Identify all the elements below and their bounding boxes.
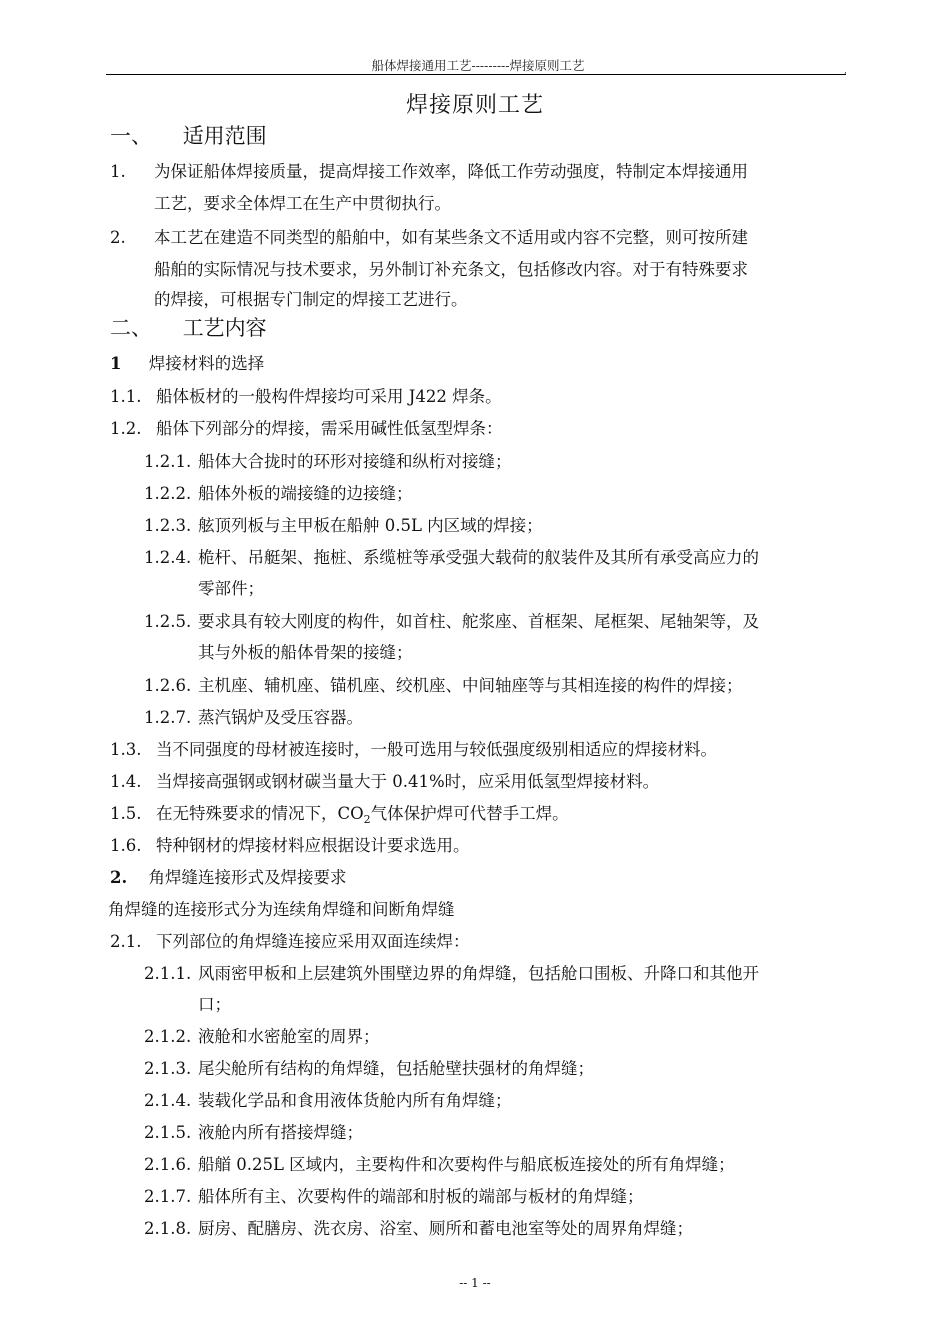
item-text-continued: 口； [198, 995, 231, 1014]
paragraph-line: 的焊接，可根据专门制定的焊接工艺进行。 [154, 290, 468, 309]
item-number: 2.1. [110, 932, 142, 951]
item-text: 特种钢材的焊接材料应根据设计要求选用。 [156, 836, 470, 855]
list-item-number: 2. [110, 228, 126, 247]
item-text-post: 气体保护焊可代替手工焊。 [370, 804, 569, 823]
item-text: 风雨密甲板和上层建筑外围壁边界的角焊缝，包括舱口围板、升降口和其他开 [198, 964, 759, 983]
item-number: 1.2.7. [144, 708, 192, 727]
paragraph-line: 角焊缝的连接形式分为连续角焊缝和间断角焊缝 [108, 900, 455, 919]
item-text: 船体所有主、次要构件的端部和肘板的端部与板材的角焊缝； [198, 1187, 644, 1206]
item-number: 2.1.2. [144, 1027, 192, 1046]
item-number: 1.4. [110, 772, 142, 791]
item-text-continued: 其与外板的船体骨架的接缝； [198, 643, 413, 662]
header-rule [106, 74, 846, 75]
item-text: 液舱内所有搭接焊缝； [198, 1123, 363, 1142]
item-number: 1.6. [110, 836, 142, 855]
list-item-number: 1. [110, 162, 126, 181]
section-heading-scope [110, 124, 267, 148]
item-text: 下列部位的角焊缝连接应采用双面连续焊： [156, 932, 470, 951]
item-number: 2.1.5. [144, 1123, 192, 1142]
paragraph-line: 工艺，要求全体焊工在生产中贯彻执行。 [154, 194, 451, 213]
item-number: 1.1. [110, 387, 142, 406]
item-number: 1.2.2. [144, 484, 192, 503]
item-text: 船艏 0.25L 区域内，主要构件和次要构件与船底板连接处的所有角焊缝； [198, 1155, 735, 1174]
section-number: 一、 [110, 124, 152, 148]
item-text: 船体外板的端接缝的边接缝； [198, 484, 413, 503]
item-text: 当焊接高强钢或钢材碳当量大于 0.41%时，应采用低氢型焊接材料。 [156, 772, 660, 791]
section-number: 二、 [110, 316, 152, 340]
item-number: 2.1.4. [144, 1091, 192, 1110]
subsection-heading [110, 866, 346, 890]
subscript: 2 [363, 813, 371, 826]
item-text [156, 802, 569, 832]
paragraph-line: 本工艺在建造不同类型的船舶中，如有某些条文不适用或内容不完整，则可按所建 [154, 228, 748, 247]
subsection-heading [110, 352, 264, 376]
item-text: 船体板材的一般构件焊接均可采用 J422 焊条。 [156, 387, 502, 406]
item-text-continued: 零部件； [198, 579, 264, 598]
item-text: 要求具有较大刚度的构件，如首柱、舵浆座、首框架、尾框架、尾轴架等，及 [198, 612, 759, 631]
item-number: 1.2.6. [144, 676, 192, 695]
subsection-title: 角焊缝连接形式及焊接要求 [148, 868, 347, 887]
item-number: 1.2.3. [144, 516, 192, 535]
item-text: 液舱和水密舱室的周界； [198, 1027, 380, 1046]
header-mark: , [844, 66, 847, 76]
paragraph-line: 船舶的实际情况与技术要求，另外制订补充条文，包括修改内容。对于有特殊要求 [154, 260, 748, 279]
item-number: 1.3. [110, 740, 142, 759]
subsection-number: 2. [110, 868, 128, 887]
section-heading-content [110, 316, 267, 340]
item-text: 装载化学品和食用液体货舱内所有角焊缝； [198, 1091, 512, 1110]
item-number: 1.5. [110, 804, 142, 823]
section-title: 适用范围 [182, 124, 267, 148]
item-text: 厨房、配膳房、洗衣房、浴室、厕所和蓄电池室等处的周界角焊缝； [198, 1219, 693, 1238]
item-number: 2.1.3. [144, 1059, 192, 1078]
item-number: 2.1.6. [144, 1155, 192, 1174]
item-number: 1.2.4. [144, 548, 192, 567]
item-number: 1.2. [110, 419, 142, 438]
subsection-title: 焊接材料的选择 [148, 354, 265, 373]
paragraph-line: 为保证船体焊接质量，提高焊接工作效率，降低工作劳动强度，特制定本焊接通用 [154, 162, 748, 181]
item-text: 当不同强度的母材被连接时，一般可选用与较低强度级别相适应的焊接材料。 [156, 740, 717, 759]
section-title: 工艺内容 [182, 316, 267, 340]
page-number: -- 1 -- [459, 1276, 491, 1290]
item-number: 1.2.1. [144, 452, 192, 471]
item-number: 2.1.1. [144, 964, 192, 983]
page-header: 船体焊接通用工艺---------焊接原则工艺 [371, 58, 585, 73]
item-text: 桅杆、吊艇架、拖桩、系缆桩等承受强大载荷的舣装件及其所有承受高应力的 [198, 548, 759, 567]
item-number: 2.1.7. [144, 1187, 192, 1206]
item-text: 船体大合拢时的环形对接缝和纵桁对接缝； [198, 452, 512, 471]
item-text-pre: 在无特殊要求的情况下，CO [156, 804, 364, 823]
item-number: 1.2.5. [144, 612, 192, 631]
item-number: 2.1.8. [144, 1219, 192, 1238]
item-text: 主机座、辅机座、锚机座、绞机座、中间轴座等与其相连接的构件的焊接； [198, 676, 743, 695]
item-text: 尾尖舱所有结构的角焊缝，包括舱壁扶强材的角焊缝； [198, 1059, 594, 1078]
item-text: 舷顶列板与主甲板在船舯 0.5L 内区域的焊接； [198, 516, 543, 535]
subsection-number: 1 [110, 354, 122, 373]
item-text: 船体下列部分的焊接，需采用碱性低氢型焊条： [156, 419, 503, 438]
document-title: 焊接原则工艺 [405, 93, 544, 118]
item-text: 蒸汽锅炉及受压容器。 [198, 708, 363, 727]
